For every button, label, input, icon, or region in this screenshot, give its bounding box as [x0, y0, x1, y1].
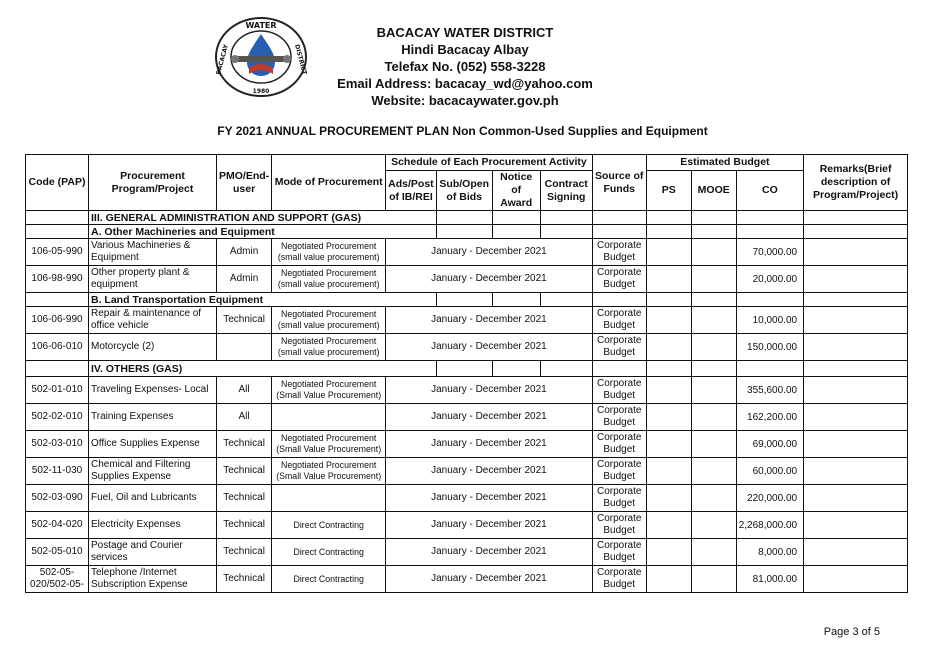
source-cell: Corporate Budget: [592, 539, 646, 566]
mode-cell: Negotiated Procurement (small value procurement): [272, 334, 386, 361]
code-cell: 502-03-090: [26, 485, 89, 512]
remarks-cell: [804, 566, 908, 593]
code-cell: 502-02-010: [26, 404, 89, 431]
program-cell: Traveling Expenses- Local: [89, 377, 217, 404]
source-cell: Corporate Budget: [592, 431, 646, 458]
mooe-cell: [691, 512, 736, 539]
schedule-cell: January - December 2021: [386, 485, 593, 512]
schedule-cell: January - December 2021: [386, 377, 593, 404]
pmo-cell: Technical: [217, 566, 272, 593]
source-cell: Corporate Budget: [592, 512, 646, 539]
svg-text:BACACAY: BACACAY: [215, 43, 230, 76]
table-row: [26, 458, 908, 485]
remarks-cell: [804, 539, 908, 566]
org-telefax: Telefax No. (052) 558-3228: [384, 59, 546, 74]
mode-cell: Negotiated Procurement (Small Value Procurement): [272, 431, 386, 458]
org-email: Email Address: bacacay_wd@yahoo.com: [337, 76, 593, 91]
source-cell: Corporate Budget: [592, 458, 646, 485]
mode-cell: Negotiated Procurement (Small Value Procurement): [272, 458, 386, 485]
program-cell: Chemical and Filtering Supplies Expense: [89, 458, 217, 485]
header-code: Code (PAP): [26, 155, 89, 211]
schedule-cell: January - December 2021: [386, 307, 593, 334]
mooe-cell: [691, 458, 736, 485]
table-row: [26, 431, 908, 458]
code-cell: 106-98-990: [26, 266, 89, 293]
table-row: [26, 485, 908, 512]
code-cell: 502-05-020/502-05-: [26, 566, 89, 593]
mode-cell: [272, 485, 386, 512]
table-row: [26, 377, 908, 404]
program-cell: Training Expenses: [89, 404, 217, 431]
source-cell: Corporate Budget: [592, 404, 646, 431]
mooe-cell: [691, 334, 736, 361]
program-cell: Telephone /Internet Subscription Expense: [89, 566, 217, 593]
mooe-cell: [691, 266, 736, 293]
program-cell: Motorcycle (2): [89, 334, 217, 361]
section-row: [26, 225, 908, 239]
co-cell: 70,000.00: [736, 239, 803, 266]
schedule-cell: January - December 2021: [386, 539, 593, 566]
co-cell: 220,000.00: [736, 485, 803, 512]
schedule-cell: January - December 2021: [386, 239, 593, 266]
table-row: [26, 334, 908, 361]
mooe-cell: [691, 239, 736, 266]
remarks-cell: [804, 458, 908, 485]
section-label: A. Other Machineries and Equipment: [89, 225, 437, 239]
header-ps: PS: [646, 171, 691, 211]
section-label: B. Land Transportation Equipment: [89, 293, 437, 307]
program-cell: Other property plant & equipment: [89, 266, 217, 293]
pmo-cell: Technical: [217, 431, 272, 458]
table-row: [26, 404, 908, 431]
remarks-cell: [804, 377, 908, 404]
co-cell: 81,000.00: [736, 566, 803, 593]
org-website: Website: bacacaywater.gov.ph: [371, 93, 559, 108]
table-row: [26, 307, 908, 334]
pmo-cell: Technical: [217, 539, 272, 566]
code-cell: 106-06-010: [26, 334, 89, 361]
source-cell: Corporate Budget: [592, 377, 646, 404]
co-cell: 20,000.00: [736, 266, 803, 293]
document-title: FY 2021 ANNUAL PROCUREMENT PLAN Non Common-Used Supplies and Equipment: [217, 124, 708, 138]
org-name: BACACAY WATER DISTRICT: [376, 25, 554, 40]
code-cell: 502-11-030: [26, 458, 89, 485]
code-cell: 502-05-010: [26, 539, 89, 566]
mode-cell: [272, 404, 386, 431]
co-cell: 60,000.00: [736, 458, 803, 485]
remarks-cell: [804, 404, 908, 431]
code-cell: 106-06-990: [26, 307, 89, 334]
ps-cell: [646, 458, 691, 485]
ps-cell: [646, 239, 691, 266]
pmo-cell: All: [217, 404, 272, 431]
header-remarks: Remarks(Brief description of Program/Project): [804, 155, 908, 211]
ps-cell: [646, 566, 691, 593]
remarks-cell: [804, 307, 908, 334]
header-source: Source of Funds: [592, 155, 646, 211]
header-mode: Mode of Procurement: [272, 155, 386, 211]
table-row: [26, 239, 908, 266]
header-sub-open: Sub/Open of Bids: [436, 171, 492, 211]
program-cell: Office Supplies Expense: [89, 431, 217, 458]
pmo-cell: [217, 334, 272, 361]
section-row: [26, 361, 908, 377]
program-cell: Electricity Expenses: [89, 512, 217, 539]
schedule-cell: January - December 2021: [386, 404, 593, 431]
ps-cell: [646, 485, 691, 512]
table-row: [26, 512, 908, 539]
header-co: CO: [736, 171, 803, 211]
section-label: IV. OTHERS (GAS): [89, 361, 437, 377]
mode-cell: Negotiated Procurement (Small Value Procurement): [272, 377, 386, 404]
pmo-cell: Technical: [217, 307, 272, 334]
program-cell: Various Machineries & Equipment: [89, 239, 217, 266]
schedule-cell: January - December 2021: [386, 458, 593, 485]
header-ads: Ads/Post of IB/REI: [386, 171, 437, 211]
org-address: Hindi Bacacay Albay: [401, 42, 529, 57]
section-row: [26, 293, 908, 307]
mode-cell: Negotiated Procurement (small value procurement): [272, 307, 386, 334]
program-cell: Fuel, Oil and Lubricants: [89, 485, 217, 512]
header-program: Procurement Program/Project: [89, 155, 217, 211]
code-cell: 106-05-990: [26, 239, 89, 266]
table-row: [26, 566, 908, 593]
mode-cell: Direct Contracting: [272, 539, 386, 566]
mooe-cell: [691, 307, 736, 334]
mode-cell: Negotiated Procurement (small value procurement): [272, 266, 386, 293]
mooe-cell: [691, 431, 736, 458]
water-district-seal-logo: [213, 16, 309, 98]
pmo-cell: Technical: [217, 485, 272, 512]
table-row: [26, 539, 908, 566]
header-schedule: Schedule of Each Procurement Activity: [386, 155, 593, 171]
remarks-cell: [804, 485, 908, 512]
source-cell: Corporate Budget: [592, 307, 646, 334]
pmo-cell: Technical: [217, 458, 272, 485]
mooe-cell: [691, 539, 736, 566]
ps-cell: [646, 307, 691, 334]
co-cell: 162,200.00: [736, 404, 803, 431]
section-row: [26, 211, 908, 225]
code-cell: 502-03-010: [26, 431, 89, 458]
remarks-cell: [804, 512, 908, 539]
co-cell: 355,600.00: [736, 377, 803, 404]
pmo-cell: Technical: [217, 512, 272, 539]
svg-text:DISTRICT: DISTRICT: [293, 43, 308, 76]
schedule-cell: January - December 2021: [386, 431, 593, 458]
remarks-cell: [804, 431, 908, 458]
procurement-plan-table: [25, 154, 908, 593]
ps-cell: [646, 266, 691, 293]
schedule-cell: January - December 2021: [386, 334, 593, 361]
source-cell: Corporate Budget: [592, 566, 646, 593]
mode-cell: Direct Contracting: [272, 512, 386, 539]
ps-cell: [646, 539, 691, 566]
page-number: Page 3 of 5: [823, 626, 880, 638]
ps-cell: [646, 404, 691, 431]
source-cell: Corporate Budget: [592, 239, 646, 266]
letterhead: [310, 24, 620, 109]
ps-cell: [646, 377, 691, 404]
schedule-cell: January - December 2021: [386, 566, 593, 593]
ps-cell: [646, 512, 691, 539]
header-contract: Contract Signing: [540, 171, 592, 211]
source-cell: Corporate Budget: [592, 266, 646, 293]
code-cell: 502-04-020: [26, 512, 89, 539]
schedule-cell: January - December 2021: [386, 266, 593, 293]
schedule-cell: January - December 2021: [386, 512, 593, 539]
mooe-cell: [691, 485, 736, 512]
pmo-cell: Admin: [217, 239, 272, 266]
ps-cell: [646, 431, 691, 458]
mooe-cell: [691, 404, 736, 431]
source-cell: Corporate Budget: [592, 485, 646, 512]
pmo-cell: All: [217, 377, 272, 404]
co-cell: 10,000.00: [736, 307, 803, 334]
table-row: [26, 266, 908, 293]
svg-text:WATER: WATER: [245, 21, 277, 30]
remarks-cell: [804, 266, 908, 293]
source-cell: Corporate Budget: [592, 334, 646, 361]
mooe-cell: [691, 377, 736, 404]
mode-cell: Direct Contracting: [272, 566, 386, 593]
header-notice: Notice of Award: [492, 171, 540, 211]
pmo-cell: Admin: [217, 266, 272, 293]
mooe-cell: [691, 566, 736, 593]
remarks-cell: [804, 239, 908, 266]
co-cell: 8,000.00: [736, 539, 803, 566]
header-pmo: PMO/End-user: [217, 155, 272, 211]
co-cell: 69,000.00: [736, 431, 803, 458]
section-label: III. GENERAL ADMINISTRATION AND SUPPORT (GAS): [89, 211, 437, 225]
header-mooe: MOOE: [691, 171, 736, 211]
program-cell: Postage and Courier services: [89, 539, 217, 566]
mode-cell: Negotiated Procurement (small value procurement): [272, 239, 386, 266]
remarks-cell: [804, 334, 908, 361]
co-cell: 150,000.00: [736, 334, 803, 361]
co-cell: 2,268,000.00: [736, 512, 803, 539]
ps-cell: [646, 334, 691, 361]
program-cell: Repair & maintenance of office vehicle: [89, 307, 217, 334]
code-cell: 502-01-010: [26, 377, 89, 404]
header-estimated-budget: Estimated Budget: [646, 155, 803, 171]
svg-text:1980: 1980: [252, 88, 270, 95]
